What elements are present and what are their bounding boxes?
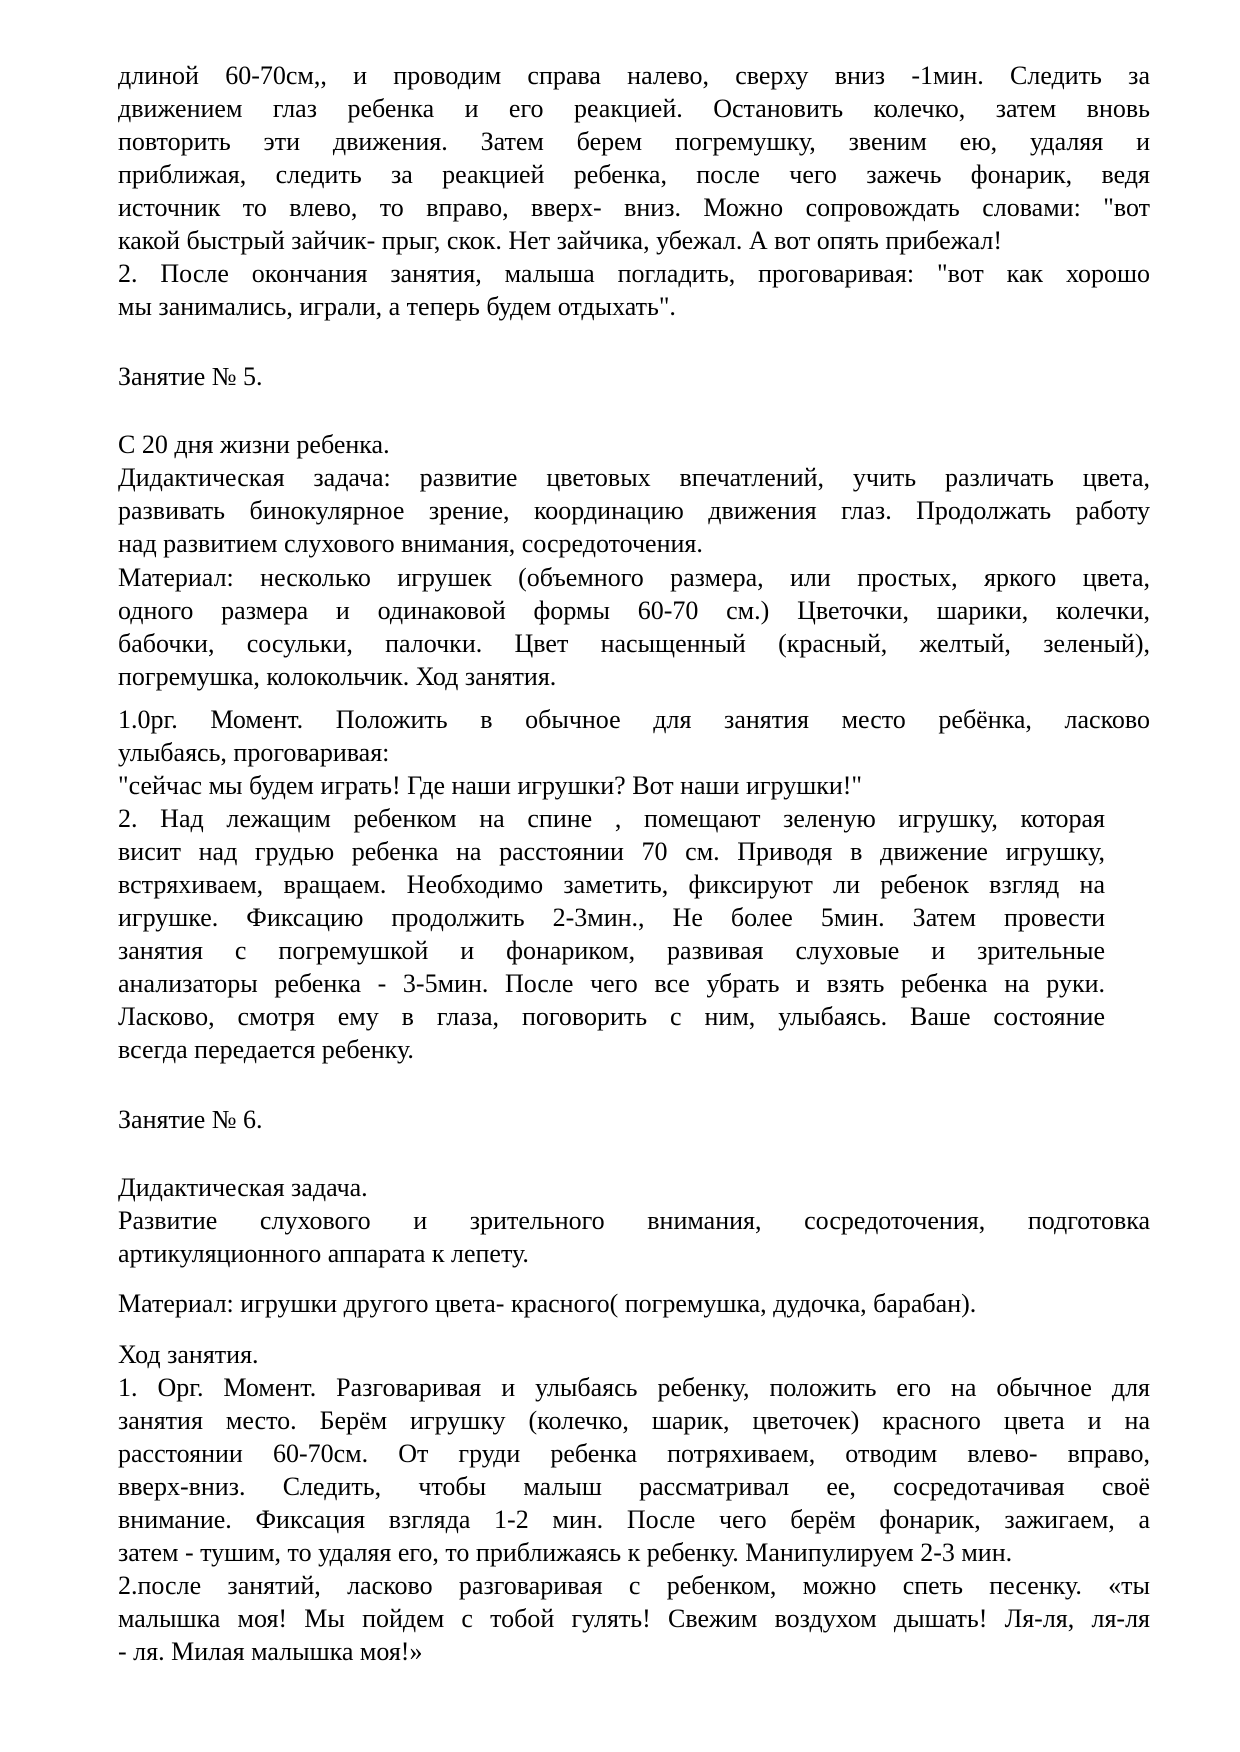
text-line: - ля. Милая малышка моя!» bbox=[118, 1637, 423, 1666]
text-line: 1.0рг. Момент. Положить в обычное для занятия место ребёнка, ласково bbox=[118, 705, 1150, 734]
text-line: 2. Над лежащим ребенком на спине , помещают зеленую игрушку, которая bbox=[118, 804, 1105, 833]
text-line: Материал: несколько игрушек (объемного размера, или простых, яркого цвета, bbox=[118, 563, 1150, 592]
section-heading-5: Занятие № 5. bbox=[118, 362, 263, 391]
text-line: источник то влево, то вправо, вверх- вниз. Можно сопровождать словами: "вот bbox=[118, 193, 1150, 222]
text-line: развивать бинокулярное зрение, координацию движения глаз. Продолжать работу bbox=[118, 496, 1150, 525]
text-line: С 20 дня жизни ребенка. bbox=[118, 430, 390, 459]
text-line: всегда передается ребенку. bbox=[118, 1035, 414, 1064]
section-heading-6: Занятие № 6. bbox=[118, 1105, 263, 1134]
text-line: анализаторы ребенка - 3-5мин. После чего все убрать и взять ребенка на руки. bbox=[118, 969, 1105, 998]
text-line: улыбаясь, проговаривая: bbox=[118, 738, 390, 767]
text-line: занятия с погремушкой и фонариком, развивая слуховые и зрительные bbox=[118, 936, 1105, 965]
text-line: движением глаз ребенка и его реакцией. Остановить колечко, затем вновь bbox=[118, 94, 1150, 123]
text-line: одного размера и одинаковой формы 60-70 см.) Цветочки, шарики, колечки, bbox=[118, 596, 1150, 625]
text-line: "сейчас мы будем играть! Где наши игрушки? Вот наши игрушки!" bbox=[118, 771, 863, 800]
text-line: Дидактическая задача. bbox=[118, 1173, 368, 1202]
text-line: приближая, следить за реакцией ребенка, после чего зажечь фонарик, ведя bbox=[118, 160, 1150, 189]
text-line: висит над грудью ребенка на расстоянии 70 см. Приводя в движение игрушку, bbox=[118, 837, 1105, 866]
text-line: 1. Орг. Момент. Разговаривая и улыбаясь ребенку, положить его на обычное для bbox=[118, 1373, 1150, 1402]
text-line: вверх-вниз. Следить, чтобы малыш рассматривал ее, сосредотачивая своё bbox=[118, 1472, 1150, 1501]
text-line: встряхиваем, вращаем. Необходимо заметить, фиксируют ли ребенок взгляд на bbox=[118, 870, 1105, 899]
text-line: затем - тушим, то удаляя его, то приближаясь к ребенку. Манипулируем 2-3 мин. bbox=[118, 1538, 1013, 1567]
text-line: длиной 60-70см,, и проводим справа налево, сверху вниз -1мин. Следить за bbox=[118, 61, 1150, 90]
text-line: артикуляционного аппарата к лепету. bbox=[118, 1239, 529, 1268]
text-line: 2. После окончания занятия, малыша погладить, проговаривая: "вот как хорошо bbox=[118, 259, 1150, 288]
text-line: Развитие слухового и зрительного внимания, сосредоточения, подготовка bbox=[118, 1206, 1150, 1235]
text-line: над развитием слухового внимания, сосредоточения. bbox=[118, 529, 703, 558]
text-line: Ход занятия. bbox=[118, 1340, 259, 1369]
text-line: Ласково, смотря ему в глаза, поговорить с ним, улыбаясь. Ваше состояние bbox=[118, 1002, 1105, 1031]
text-line: погремушка, колокольчик. Ход занятия. bbox=[118, 662, 557, 691]
text-line: повторить эти движения. Затем берем погремушку, звеним ею, удаляя и bbox=[118, 127, 1150, 156]
text-line: мы занимались, играли, а теперь будем отдыхать". bbox=[118, 292, 676, 321]
text-line: какой быстрый зайчик- прыг, скок. Нет зайчика, убежал. А вот опять прибежал! bbox=[118, 226, 1002, 255]
text-line: занятия место. Берём игрушку (колечко, шарик, цветочек) красного цвета и на bbox=[118, 1406, 1150, 1435]
text-line: внимание. Фиксация взгляда 1-2 мин. После чего берём фонарик, зажигаем, а bbox=[118, 1505, 1150, 1534]
text-line: Дидактическая задача: развитие цветовых впечатлений, учить различать цвета, bbox=[118, 463, 1150, 492]
text-line: игрушке. Фиксацию продолжить 2-3мин., Не более 5мин. Затем провести bbox=[118, 903, 1105, 932]
text-line: 2.после занятий, ласково разговаривая с ребенком, можно спеть песенку. «ты bbox=[118, 1571, 1150, 1600]
text-line: Материал: игрушки другого цвета- красного( погремушка, дудочка, барабан). bbox=[118, 1289, 977, 1318]
text-line: бабочки, сосульки, палочки. Цвет насыщенный (красный, желтый, зеленый), bbox=[118, 629, 1150, 658]
text-line: расстоянии 60-70см. От груди ребенка потряхиваем, отводим влево- вправо, bbox=[118, 1439, 1150, 1468]
text-line: малышка моя! Мы пойдем с тобой гулять! Свежим воздухом дышать! Ля-ля, ля-ля bbox=[118, 1604, 1150, 1633]
